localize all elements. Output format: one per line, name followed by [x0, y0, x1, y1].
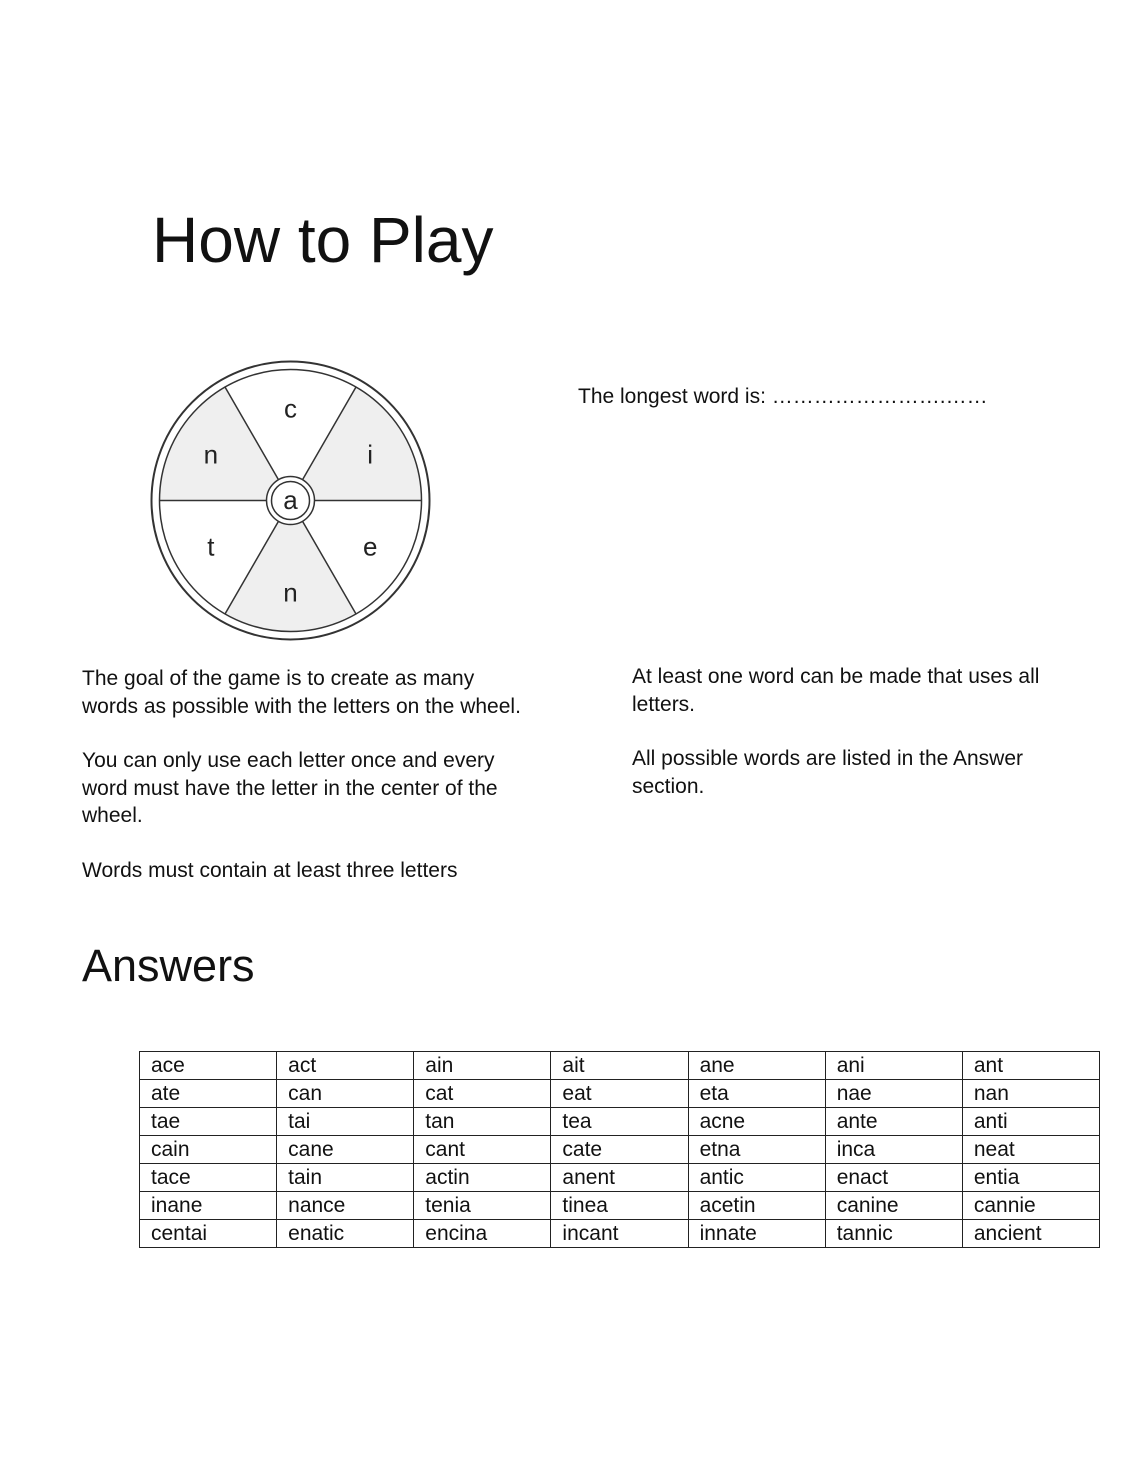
answer-cell: ace	[140, 1052, 277, 1080]
letter-wheel	[150, 360, 431, 641]
answer-cell: ancient	[962, 1220, 1099, 1248]
wheel-center-letter: a	[283, 485, 298, 515]
answer-cell: ait	[551, 1052, 688, 1080]
answer-cell: inane	[140, 1192, 277, 1220]
answer-cell: centai	[140, 1220, 277, 1248]
table-row	[140, 1136, 1100, 1164]
wheel-letter: n	[283, 577, 298, 608]
answer-cell: ani	[825, 1052, 962, 1080]
answer-cell: can	[277, 1080, 414, 1108]
answer-cell: tai	[277, 1108, 414, 1136]
answer-cell: innate	[688, 1220, 825, 1248]
answer-cell: ane	[688, 1052, 825, 1080]
instructions-left	[82, 665, 522, 911]
answer-cell: eat	[551, 1080, 688, 1108]
wheel-letter: i	[367, 439, 374, 470]
answer-cell: nance	[277, 1192, 414, 1220]
page-title: How to Play	[152, 204, 494, 276]
answer-cell: encina	[414, 1220, 551, 1248]
answer-cell: cane	[277, 1136, 414, 1164]
letter-wheel-graphic	[150, 360, 431, 641]
answer-cell: canine	[825, 1192, 962, 1220]
answer-cell: tannic	[825, 1220, 962, 1248]
answer-cell: act	[277, 1052, 414, 1080]
answer-cell: nae	[825, 1080, 962, 1108]
answer-cell: acne	[688, 1108, 825, 1136]
answer-cell: inca	[825, 1136, 962, 1164]
wheel-letter: e	[362, 531, 378, 562]
answer-cell: incant	[551, 1220, 688, 1248]
answer-cell: neat	[962, 1136, 1099, 1164]
answer-cell: tenia	[414, 1192, 551, 1220]
answers-table	[139, 1051, 1100, 1248]
answer-cell: anent	[551, 1164, 688, 1192]
answer-cell: enatic	[277, 1220, 414, 1248]
instruction-all-letters: At least one word can be made that uses all letters.	[632, 665, 1040, 716]
answer-cell: cant	[414, 1136, 551, 1164]
table-row	[140, 1192, 1100, 1220]
wheel-letter: c	[284, 393, 297, 424]
answer-cell: ain	[414, 1052, 551, 1080]
answer-cell: anti	[962, 1108, 1099, 1136]
answers-heading: Answers	[82, 940, 255, 991]
answer-cell: tinea	[551, 1192, 688, 1220]
wheel-letter: n	[203, 439, 219, 470]
answer-cell: tace	[140, 1164, 277, 1192]
instructions-right	[632, 663, 1072, 827]
table-row	[140, 1080, 1100, 1108]
table-row	[140, 1108, 1100, 1136]
answer-cell: ate	[140, 1080, 277, 1108]
instruction-min-length: Words must contain at least three letters	[82, 858, 458, 882]
table-row	[140, 1164, 1100, 1192]
answer-cell: ante	[825, 1108, 962, 1136]
instruction-goal: The goal of the game is to create as many words as possible with the letters on the wheel.	[82, 667, 521, 718]
longest-word-line: The longest word is: …………………….……	[578, 385, 988, 408]
answer-cell: nan	[962, 1080, 1099, 1108]
answer-cell: cannie	[962, 1192, 1099, 1220]
answer-cell: tain	[277, 1164, 414, 1192]
wheel-letter: t	[207, 531, 215, 562]
instruction-answer-section: All possible words are listed in the Answer section.	[632, 747, 1024, 798]
answer-cell: etna	[688, 1136, 825, 1164]
answer-cell: tan	[414, 1108, 551, 1136]
table-row	[140, 1220, 1100, 1248]
instruction-letter-once: You can only use each letter once and every word must have the letter in the center of the wheel.	[82, 749, 498, 827]
answer-cell: tae	[140, 1108, 277, 1136]
table-row	[140, 1052, 1100, 1080]
answer-cell: cain	[140, 1136, 277, 1164]
answer-cell: actin	[414, 1164, 551, 1192]
answer-cell: acetin	[688, 1192, 825, 1220]
answer-cell: enact	[825, 1164, 962, 1192]
answer-cell: ant	[962, 1052, 1099, 1080]
answer-cell: eta	[688, 1080, 825, 1108]
answer-cell: tea	[551, 1108, 688, 1136]
answer-cell: cate	[551, 1136, 688, 1164]
answer-cell: antic	[688, 1164, 825, 1192]
answer-cell: entia	[962, 1164, 1099, 1192]
answer-cell: cat	[414, 1080, 551, 1108]
